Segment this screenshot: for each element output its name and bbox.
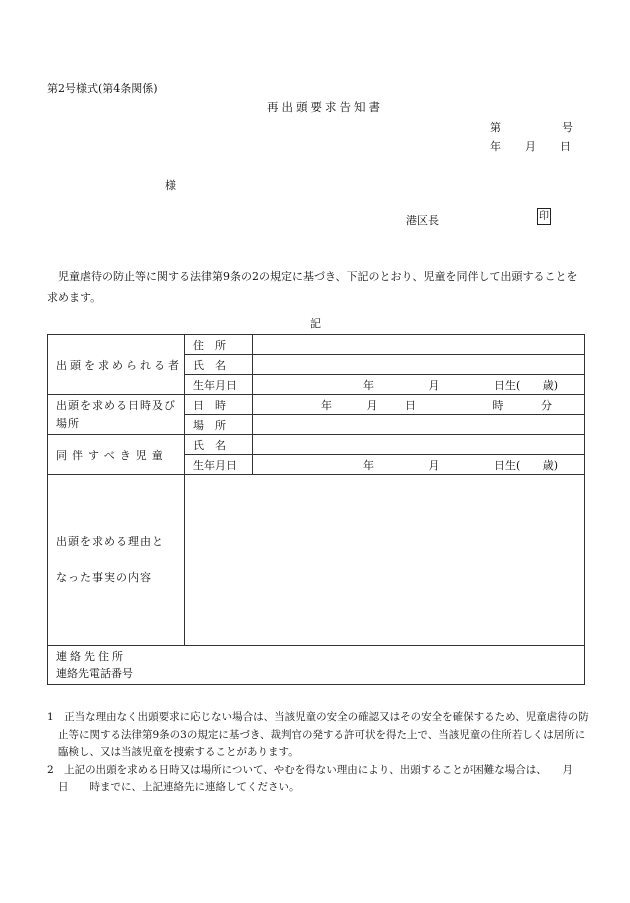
birth-age: 歳) bbox=[542, 378, 559, 392]
person-label: 出頭を求められる者 bbox=[48, 335, 185, 395]
table-row bbox=[48, 395, 585, 415]
note-1: 1 正当な理由なく出頭要求に応じない場合は、当該児童の安全の確認又はその安全を確保するため、児童虐待の防止等に関する法律第9条の3の規定に基づき、裁判官の発する許可状を得た上で、当該児童の住所若しくは居所に臨検し、又は当該児童を捜索することがあります。 bbox=[47, 711, 589, 758]
datetime-value bbox=[253, 395, 585, 415]
appear-hour: 時 bbox=[492, 398, 504, 412]
appear-minute: 分 bbox=[541, 398, 552, 412]
body-text: 児童虐待の防止等に関する法律第9条の2の規定に基づき、下記のとおり、児童を同伴して出頭することを求めます。 bbox=[47, 270, 578, 304]
name-label: 氏 名 bbox=[185, 355, 253, 375]
seal-mark: 印 bbox=[537, 208, 551, 225]
date-day: 日 bbox=[560, 140, 571, 153]
reason-label-line2: なった事実の内容 bbox=[56, 571, 152, 584]
notes bbox=[47, 709, 595, 797]
birthdate-value bbox=[253, 375, 585, 395]
contact-phone-label: 連絡先電話番号 bbox=[56, 667, 133, 680]
birth-day: 日生( bbox=[494, 378, 521, 392]
table-row bbox=[48, 646, 585, 685]
issue-date bbox=[490, 138, 571, 154]
appear-day: 日 bbox=[405, 398, 416, 412]
document-title: 再出頭要求告知書 bbox=[267, 100, 383, 114]
child-birth-month: 月 bbox=[428, 458, 440, 472]
child-name-label: 氏 名 bbox=[185, 435, 253, 455]
child-name-value bbox=[253, 435, 585, 455]
number-suffix: 号 bbox=[562, 121, 573, 134]
name-value bbox=[253, 355, 585, 375]
datetime-place-label: 出頭を求める日時及び場所 bbox=[48, 395, 185, 435]
reason-value bbox=[185, 475, 585, 646]
note-2: 2 上記の出頭を求める日時又は場所について、やむを得ない理由により、出頭することが困難な場合は、 月 日 時までに、上記連絡先に連絡してください。 bbox=[47, 763, 595, 793]
address-value bbox=[253, 335, 585, 355]
table-row bbox=[48, 335, 585, 355]
birth-month: 月 bbox=[428, 378, 440, 392]
address-label: 住 所 bbox=[185, 335, 253, 355]
table-row bbox=[48, 435, 585, 455]
birthdate-label: 生年月日 bbox=[185, 375, 253, 395]
place-label: 場 所 bbox=[185, 415, 253, 435]
child-label: 同伴すべき児童 bbox=[48, 435, 185, 475]
contact-address-label: 連絡先住所 bbox=[56, 650, 126, 663]
datetime-label: 日 時 bbox=[185, 395, 253, 415]
appear-year: 年 bbox=[321, 398, 332, 412]
birth-year: 年 bbox=[363, 378, 374, 392]
request-table bbox=[47, 334, 585, 685]
appear-month: 月 bbox=[366, 398, 378, 412]
child-birth-year: 年 bbox=[363, 458, 374, 472]
child-birthdate-value bbox=[253, 455, 585, 475]
date-year: 年 bbox=[490, 140, 501, 153]
table-row bbox=[48, 475, 585, 646]
date-month: 月 bbox=[525, 140, 536, 153]
child-birth-day: 日生( bbox=[494, 458, 521, 472]
child-birth-age: 歳) bbox=[542, 458, 559, 472]
reason-label bbox=[48, 475, 185, 646]
ki-heading: 記 bbox=[310, 317, 321, 330]
addressee-suffix: 様 bbox=[165, 179, 176, 192]
reason-label-line1: 出頭を求める理由と bbox=[56, 535, 164, 548]
child-birthdate-label: 生年月日 bbox=[185, 455, 253, 475]
issuer-title: 港区長 bbox=[406, 214, 439, 227]
place-value bbox=[253, 415, 585, 435]
form-number: 第2号様式(第4条関係) bbox=[47, 82, 158, 95]
contact-cell bbox=[48, 646, 585, 685]
number-prefix: 第 bbox=[490, 121, 501, 134]
